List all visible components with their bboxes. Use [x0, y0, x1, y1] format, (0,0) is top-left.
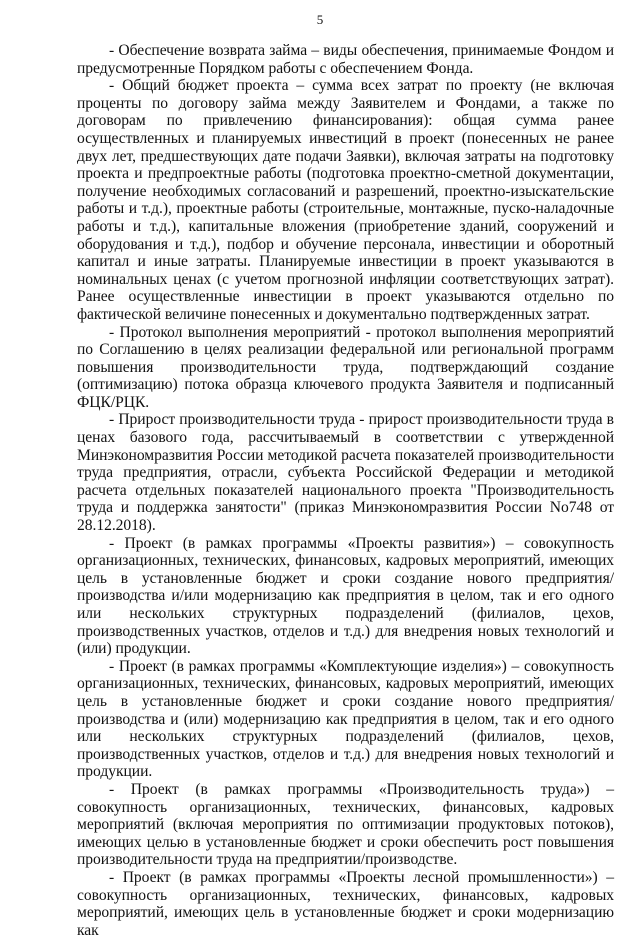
paragraph-total-budget: - Общий бюджет проекта – сумма всех затрат по проекту (не включая проценты по договору займа между Заявителем и Фондами, а также по договорам по привлечению финансирования): общая сумма ранее осуществленных и планируемых инвестиций в проект (понесенных не ранее двух лет, предшествующих дате подачи Заявки), включая затраты на подготовку проекта и предпроектные работы (подготовка проектно-сметной документации, получение необходимых согласований и разрешений, проектно-изыскательские работы и т.д.), проектные работы (строительные, монтажные, пуско-наладочные работы и т.д.), капитальные вложения (приобретение зданий, сооружений и оборудования и т.д.), подбор и обучение персонала, инвестиции и оборотный капитал и иные затраты. Планируемые инвестиции в проект указываются в номинальных ценах (с учетом прогнозной инфляции соответствующих затрат). Ранее осуществленные инвестиции в проект указываются отдельно по фактической величине понесенных и документально подтвержденных затрат. [77, 77, 614, 323]
paragraph-project-productivity: - Проект (в рамках программы «Производительность труда») – совокупность организационных, технических, финансовых, кадровых мероприятий (включая мероприятия по оптимизации продуктовых потоков), имеющих целью в установленные бюджет и сроки обеспечить рост повышения производительности труда на предприятии/производстве. [77, 780, 614, 869]
paragraph-loan-security: - Обеспечение возврата займа – виды обеспечения, принимаемые Фондом и предусмотренные Порядком работы с обеспечением Фонда. [77, 42, 614, 77]
paragraph-protocol: - Протокол выполнения мероприятий - протокол выполнения мероприятий по Соглашению в целях реализации федеральной или региональной программ повышения производительности труда, подтверждающий создание (оптимизацию) потока образца ключевого продукта Заявителя и подписанный ФЦК/РЦК. [77, 323, 614, 411]
document-body [77, 42, 614, 939]
paragraph-project-development: - Проект (в рамках программы «Проекты развития») – совокупность организационных, технических, финансовых, кадровых мероприятий, имеющих цель в установленные бюджет и сроки создание нового предприятия/производства и/или модернизацию как предприятия в целом, так и его одного или нескольких структурных подразделений (филиалов, цехов, производственных участков, отделов и т.д.) для внедрения новых технологий и (или) продукции. [77, 534, 614, 658]
paragraph-project-components: - Проект (в рамках программы «Комплектующие изделия») – совокупность организационных, технических, финансовых, кадровых мероприятий, имеющих цель в установленные бюджет и сроки создание нового предприятия/производства и (или) модернизацию как предприятия в целом, так и его одного или нескольких структурных подразделений (филиалов, цехов, производственных участков, отделов и т.д.) для внедрения новых технологий и продукции. [77, 657, 614, 781]
page-number: 5 [316, 12, 324, 27]
paragraph-productivity-growth: - Прирост производительности труда - прирост производительности труда в ценах базового года, рассчитываемый в соответствии с утвержденной Минэкономразвития России методикой расчета показателей производительности труда предприятия, отрасли, субъекта Российской Федерации и методикой расчета отдельных показателей национального проекта "Производительность труда и поддержка занятости" (приказ Минэкономразвития России No748 от 28.12.2018). [77, 411, 614, 535]
paragraph-project-forestry: - Проект (в рамках программы «Проекты лесной промышленности») – совокупность организационных, технических, финансовых, кадровых мероприятий, имеющих цель в установленные бюджет и сроки модернизацию как [77, 868, 614, 939]
